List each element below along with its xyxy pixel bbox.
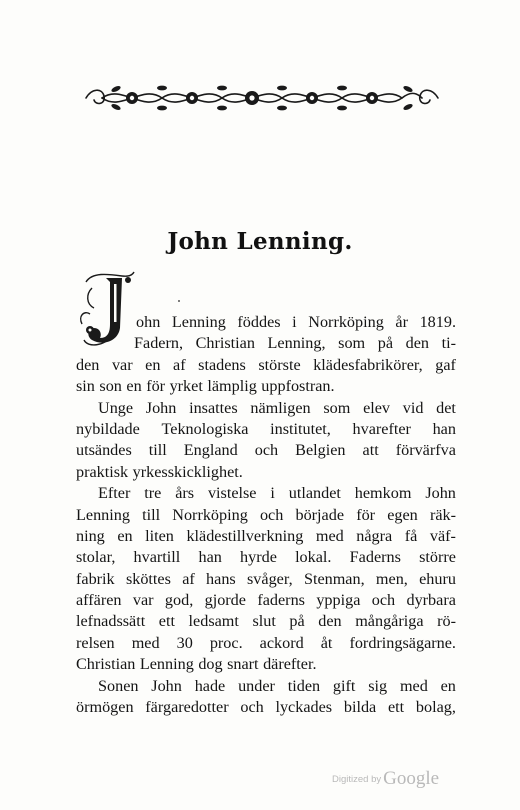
word: dog [198,655,223,674]
word: utlandet [288,484,341,503]
text-line [76,419,456,440]
word: en [440,676,456,695]
text-line [76,355,456,376]
word: lyckades [275,698,333,717]
word: hyrde [240,548,277,567]
word: och [259,505,284,524]
word: af [182,569,195,588]
word: Norrköping [172,505,248,524]
word: lokal. [295,548,332,567]
word: Sonen [98,676,139,695]
word: på [289,612,305,631]
word: hvarefter [352,419,411,438]
word: egen [387,505,418,524]
word: men, [375,569,408,588]
word: lefnadssätt [76,612,146,631]
word: var [132,591,154,610]
word: till [142,505,161,524]
text-line [76,654,456,675]
word: John [145,398,177,417]
word: John [151,676,182,695]
text-line [76,547,456,568]
word: Christian [195,334,255,353]
word: Fadern, [134,334,183,353]
text-line [76,590,456,611]
text-line [76,333,456,354]
word: Lenning [171,313,226,331]
text-line [76,676,456,697]
text-line [76,483,456,504]
word: rö- [437,612,456,631]
word: af [173,355,186,374]
word: som [323,398,351,417]
word: yppiga [316,591,361,610]
word: England [183,441,238,460]
word: en [145,355,161,374]
text-line [76,462,456,483]
word: under [238,676,275,695]
watermark-prefix: Digitized by [332,774,382,785]
text-line [76,505,456,526]
word: hans [206,569,236,588]
word: dyrbara [406,591,456,610]
word: en [126,377,142,396]
word: ledsamt [188,612,239,631]
word: yrket [169,377,203,396]
word: insattes [189,398,238,417]
word: stolar, [76,548,116,567]
word: klädestillverkning [186,526,304,545]
word: större [419,548,456,567]
word: med [315,526,344,545]
word: ackord [259,633,304,652]
word: med [399,676,428,695]
word: i [292,313,297,331]
chapter-title: John Lenning. [167,228,353,255]
word: år [395,313,408,331]
word: på [377,334,394,353]
word: för [146,377,166,396]
word: elev [363,398,391,417]
word: nybildade [76,419,140,438]
word: den [318,612,342,631]
word: bolag, [415,698,456,717]
word: och [254,441,279,460]
word: hvartill [133,548,181,567]
word: fordringsägarne. [349,633,456,652]
word: gjorde [204,591,246,610]
text-line [76,569,456,590]
word: nämligen [250,398,311,417]
word: förvärfva [395,441,456,460]
word: var [111,355,133,374]
word: 1819. [419,313,456,331]
word: gaf [435,355,456,374]
text-line [76,440,456,461]
word: Faderns [349,548,401,567]
word: ett [387,698,405,717]
word: sig [368,676,388,695]
word: tre [144,484,162,503]
text-line [76,526,456,547]
text-line [76,697,456,718]
word: det [436,398,456,417]
word: snart [227,655,259,674]
word: väf- [429,526,456,545]
word: Lenning, [267,334,326,353]
word: räk- [429,505,456,524]
word: Lenning [76,505,130,524]
word: som [338,334,366,353]
word: proc. [209,633,243,652]
word: han [432,419,456,438]
word: faderns [257,591,305,610]
word: års [175,484,195,503]
word: slut [252,612,276,631]
word: hemkom [354,484,412,503]
word: svåger, [247,569,293,588]
word: och [240,698,264,717]
word: hade [194,676,226,695]
word: stadens [198,355,246,374]
digitization-watermark [332,768,439,790]
word: att [362,441,379,460]
body-text [76,312,456,718]
word: fabrik [76,569,115,588]
word: därefter. [263,655,317,674]
word: ehuru [419,569,456,588]
word: vistelse [207,484,257,503]
word: och [371,591,396,610]
word: ti- [441,334,456,353]
word: bilda [343,698,377,717]
word: ning [76,526,105,545]
word: örmögen [76,698,134,717]
word: tiden [287,676,321,695]
word: vid [402,398,424,417]
word: Stenman, [303,569,365,588]
word: sköttes [125,569,171,588]
drop-cap-letter: J [78,270,79,271]
word: affären [76,591,122,610]
word: Efter [98,484,131,503]
word: son [99,377,122,396]
word: Norrköping [308,313,384,331]
word: en [117,526,133,545]
word: Teknologiska [161,419,249,438]
word: Christian [76,655,136,674]
word: störste [258,355,301,374]
text-line [76,611,456,632]
watermark-brand: Google [383,768,440,789]
floral-ornament-band [82,80,442,116]
word: till [148,441,167,460]
text-line [76,376,456,397]
word: 30 [176,633,193,652]
word: Lenning [139,655,194,674]
word: Unge [98,398,134,417]
word: klädesfabrikörer, [313,355,423,374]
text-line [76,312,456,333]
text-line [76,633,456,654]
text-line [76,398,456,419]
word: ett [158,612,175,631]
word: utsändes [76,441,132,460]
word: institutet, [270,419,331,438]
word: för [356,505,376,524]
word: några [356,526,393,545]
word: lämplig [207,377,257,396]
word: föddes [237,313,281,331]
word: den [405,334,429,353]
word: den [76,355,100,374]
word: uppfostran. [261,377,335,396]
word: Belgien [295,441,346,460]
print-speck [178,300,180,302]
word: han [198,548,222,567]
word: med [131,633,160,652]
word: i [270,484,275,503]
word: liten [145,526,174,545]
word: började [295,505,345,524]
word: sin [76,377,95,396]
word: åt [320,633,333,652]
word: yrkesskicklighet. [132,462,243,481]
word: ohn [136,313,161,331]
word: praktisk [76,462,129,481]
word: god, [164,591,194,610]
word: få [404,526,418,545]
word: mångåriga [355,612,424,631]
word: färgaredotter [145,698,229,717]
word: relsen [76,633,115,652]
word: gift [332,676,356,695]
word: John [425,484,456,503]
